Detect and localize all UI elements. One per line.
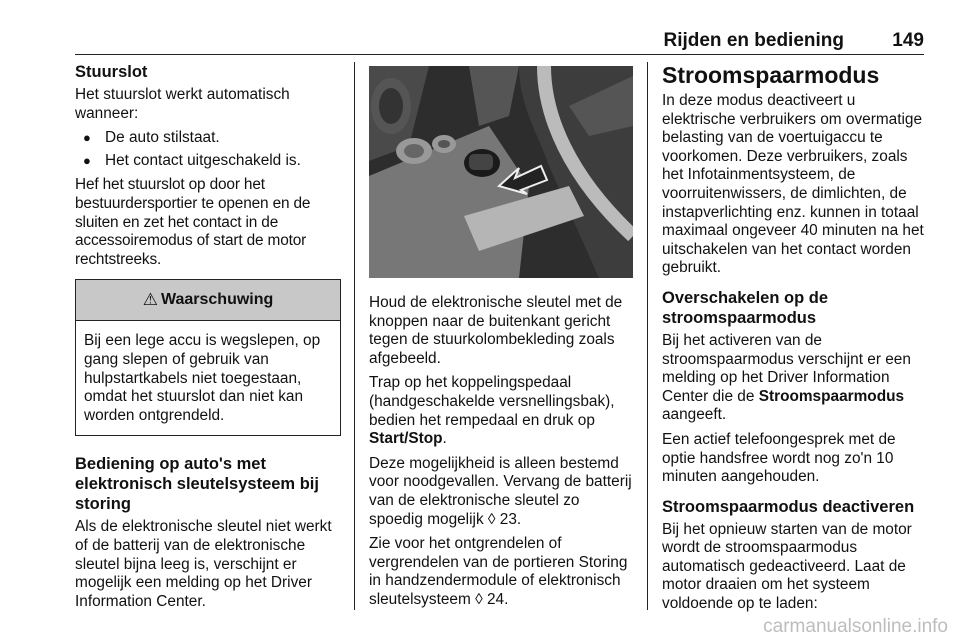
warning-text: Bij een lege accu is wegslepen, op gang slepen of gebruik van hulpstartkabels niet toegestaan, omdat het stuurslot dan niet kan worden ontgrendeld. [84, 332, 321, 424]
page-header [75, 30, 924, 55]
steering-column-photo [369, 66, 633, 278]
section-title: Rijden en bediening [663, 30, 844, 51]
start-stop-label: Start/Stop [369, 430, 443, 448]
heading-overschakelen: Overschakelen op de stroomspaarmodus [662, 288, 828, 327]
heading-deactiveren: Stroomspaarmodus deactiveren [662, 497, 915, 516]
stroomspaarmodus-label: Stroomspaarmodus [758, 387, 905, 405]
heading-stuurslot: Stuurslot [75, 63, 148, 81]
column-right [662, 62, 926, 620]
heading-stroomspaarmodus: Stroomspaarmodus [662, 62, 880, 88]
paragraph: Een actief telefoongesprek met de optie handsfree wordt nog zo'n 10 minuten aangehouden. [662, 430, 896, 486]
steering-column-illustration [369, 66, 633, 278]
watermark: carmanualsonline.info [763, 616, 948, 637]
text-run: . [442, 430, 447, 448]
text-run: Trap op het koppelingspedaal (handgeschakelde versnellingsbak), bedien het rempedaal en druk op [369, 374, 615, 429]
warning-box [75, 279, 341, 436]
paragraph: Zie voor het ontgrendelen of vergrendelen van de portieren Storing in handzendermodule of elektronisch sleutelsysteem ◊ 24. [369, 535, 628, 608]
paragraph: Het stuurslot werkt automatisch wanneer: [75, 86, 290, 122]
text-run: aangeeft. [662, 406, 727, 424]
column-left [75, 62, 341, 617]
column-middle [369, 62, 633, 616]
paragraph: In deze modus deactiveert u elektrische verbruikers om overmatige belasting van de voertuigaccu te voorkomen. Deze verbruikers, zoals het Infotainmentsysteem, de voorruitenwissers, de dimlichten, de instapverlichting enz. kunnen in totaal maximaal ongeveer 40 minuten na het uitschakelen van het contact worden gebruikt. [662, 92, 924, 277]
paragraph: Als de elektronische sleutel niet werkt of de batterij van de elektronische sleutel bijna leeg is, verschijnt er mogelijk een melding op het Driver Information Center. [75, 518, 332, 610]
page-number: 149 [892, 30, 924, 51]
paragraph [662, 332, 926, 425]
paragraph [369, 374, 633, 448]
bullet-list [75, 129, 341, 170]
paragraph: Bij het opnieuw starten van de motor wordt de stroomspaarmodus automatisch gedeactiveerd. Laat de motor draaien om het systeem voldoende op te laden: [662, 520, 912, 613]
column-divider [647, 62, 648, 610]
paragraph: Deze mogelijkheid is alleen bestemd voor noodgevallen. Vervang de batterij van de elektronische sleutel zo spoedig mogelijk ◊ 23. [369, 454, 632, 528]
paragraph: Hef het stuurslot op door het bestuurdersportier te openen en de sluiten en zet het contact in de accessoiremodus of start de motor rechtstreeks. [75, 176, 311, 268]
warning-header [76, 280, 340, 321]
list-item: ● Het contact uitgeschakeld is. [75, 152, 341, 171]
text-run: Bij het activeren van de stroomspaarmodus verschijnt er een melding op het Driver Information Center die de [662, 331, 911, 405]
warning-triangle-icon: ⚠ [142, 290, 158, 310]
warning-title: Waarschuwing [160, 291, 274, 309]
list-item: ● De auto stilstaat. [75, 129, 341, 148]
heading-storing: Bediening op auto's met elektronisch sleutelsysteem bij storing [75, 455, 319, 514]
column-divider [354, 62, 355, 610]
paragraph: Houd de elektronische sleutel met de knoppen naar de buitenkant gericht tegen de stuurkolombekleding zoals afgebeeld. [369, 294, 623, 367]
